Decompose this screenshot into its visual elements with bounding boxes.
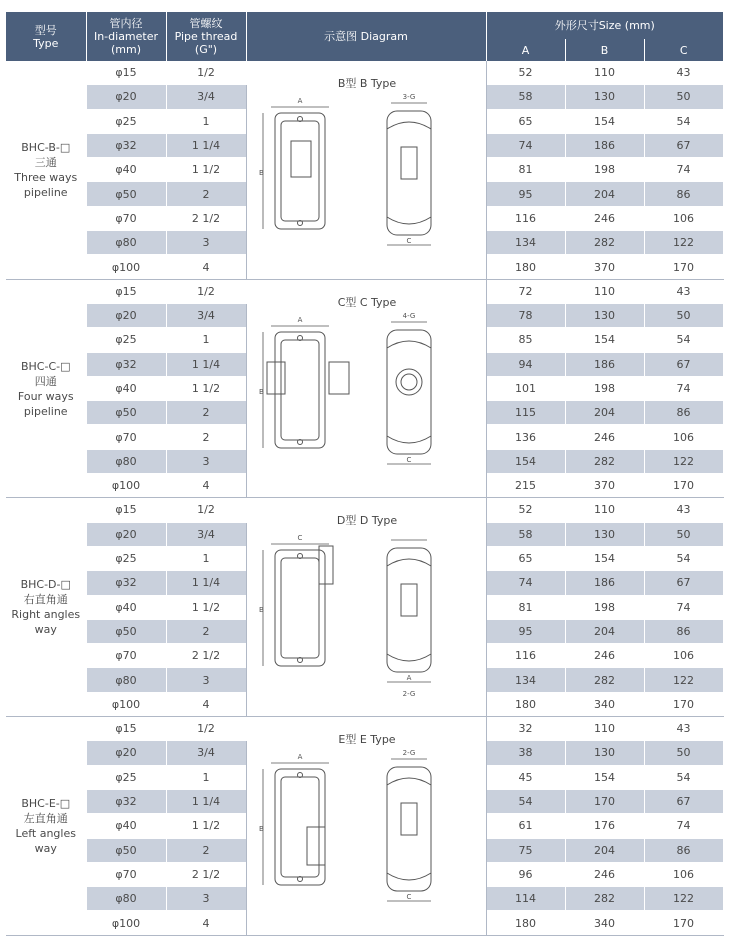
diameter-cell: φ50 — [86, 838, 166, 862]
header-size: 外形尺寸Size (mm) — [486, 12, 723, 39]
type-name-en2: pipeline — [23, 404, 68, 418]
thread-cell: 1/2 — [166, 61, 246, 85]
diagram-label-bottom: C — [406, 455, 412, 464]
diameter-cell: φ40 — [86, 595, 166, 619]
size-c-cell: 50 — [644, 741, 723, 765]
size-a-cell: 45 — [486, 765, 565, 789]
diameter-cell: φ80 — [86, 887, 166, 911]
size-a-cell: 180 — [486, 911, 565, 935]
size-b-cell: 204 — [565, 401, 644, 425]
table-row — [6, 717, 723, 741]
size-a-cell: 116 — [486, 644, 565, 668]
diagram-cell — [246, 498, 486, 717]
thread-cell: 1 1/4 — [166, 133, 246, 157]
diagram-label-side: B — [259, 606, 264, 615]
thread-cell: 2 — [166, 401, 246, 425]
size-c-cell: 122 — [644, 231, 723, 255]
diagram-title: E型 E Type — [338, 732, 396, 746]
thread-cell: 2 1/2 — [166, 862, 246, 886]
diagram-label-bottom: C — [406, 236, 412, 245]
size-b-cell: 110 — [565, 717, 644, 741]
size-c-cell: 170 — [644, 692, 723, 716]
size-a-cell: 54 — [486, 789, 565, 813]
diagram-drawing — [247, 282, 485, 496]
diagram-title: C型 C Type — [337, 295, 397, 309]
size-b-cell: 186 — [565, 133, 644, 157]
thread-cell: 3/4 — [166, 522, 246, 546]
size-b-cell: 154 — [565, 546, 644, 570]
thread-cell: 2 1/2 — [166, 644, 246, 668]
size-b-cell: 154 — [565, 328, 644, 352]
size-c-cell: 170 — [644, 474, 723, 498]
size-c-cell: 67 — [644, 571, 723, 595]
diameter-cell: φ80 — [86, 668, 166, 692]
type-name-en1: Left angles — [15, 826, 76, 840]
size-a-cell: 32 — [486, 717, 565, 741]
header-col-a: A — [486, 39, 565, 61]
size-b-cell: 130 — [565, 85, 644, 109]
size-c-cell: 74 — [644, 158, 723, 182]
size-a-cell: 52 — [486, 61, 565, 85]
diameter-cell: φ70 — [86, 644, 166, 668]
thread-cell: 4 — [166, 255, 246, 279]
size-b-cell: 204 — [565, 838, 644, 862]
size-b-cell: 198 — [565, 595, 644, 619]
size-a-cell: 154 — [486, 449, 565, 473]
size-b-cell: 246 — [565, 425, 644, 449]
diameter-cell: φ15 — [86, 498, 166, 522]
size-c-cell: 74 — [644, 376, 723, 400]
size-a-cell: 74 — [486, 133, 565, 157]
size-c-cell: 43 — [644, 279, 723, 303]
diagram-cell — [246, 61, 486, 279]
thread-cell: 2 — [166, 619, 246, 643]
size-b-cell: 154 — [565, 765, 644, 789]
thread-cell: 1 1/4 — [166, 352, 246, 376]
diagram-label-top-right: 2-G — [402, 748, 416, 757]
size-c-cell: 170 — [644, 255, 723, 279]
size-a-cell: 38 — [486, 741, 565, 765]
size-a-cell: 75 — [486, 838, 565, 862]
thread-cell: 1 1/2 — [166, 595, 246, 619]
diameter-cell: φ100 — [86, 911, 166, 935]
thread-cell: 1/2 — [166, 498, 246, 522]
size-a-cell: 114 — [486, 887, 565, 911]
diameter-cell: φ70 — [86, 862, 166, 886]
size-a-cell: 215 — [486, 474, 565, 498]
box-front-outline — [275, 332, 325, 448]
size-c-cell: 54 — [644, 765, 723, 789]
size-b-cell: 204 — [565, 182, 644, 206]
size-b-cell: 110 — [565, 498, 644, 522]
size-a-cell: 81 — [486, 595, 565, 619]
thread-cell: 1 1/4 — [166, 789, 246, 813]
type-cell — [6, 498, 86, 717]
diameter-cell: φ32 — [86, 352, 166, 376]
size-c-cell: 106 — [644, 862, 723, 886]
size-b-cell: 282 — [565, 668, 644, 692]
diagram-label-side: B — [259, 387, 264, 396]
thread-cell: 1 — [166, 765, 246, 789]
type-cell — [6, 717, 86, 936]
size-b-cell: 282 — [565, 231, 644, 255]
size-b-cell: 246 — [565, 206, 644, 230]
size-c-cell: 43 — [644, 717, 723, 741]
size-a-cell: 85 — [486, 328, 565, 352]
type-cell — [6, 279, 86, 498]
size-a-cell: 94 — [486, 352, 565, 376]
type-name-en1: Three ways — [14, 170, 78, 184]
box-front-outline — [275, 550, 325, 666]
diagram-label-top-right: 3-G — [402, 92, 416, 101]
diagram-title: B型 B Type — [337, 76, 397, 90]
size-c-cell: 106 — [644, 425, 723, 449]
spec-table — [6, 12, 724, 936]
type-name-en1: Right angles — [11, 608, 81, 622]
size-b-cell: 370 — [565, 474, 644, 498]
diameter-cell: φ15 — [86, 61, 166, 85]
size-b-cell: 340 — [565, 911, 644, 935]
header-thread: 管螺纹 Pipe thread (G") — [166, 12, 246, 61]
diagram-drawing — [247, 63, 485, 277]
size-c-cell: 86 — [644, 182, 723, 206]
size-c-cell: 67 — [644, 352, 723, 376]
size-a-cell: 61 — [486, 814, 565, 838]
size-b-cell: 154 — [565, 109, 644, 133]
thread-cell: 3/4 — [166, 85, 246, 109]
diameter-cell: φ50 — [86, 401, 166, 425]
diameter-cell: φ15 — [86, 717, 166, 741]
type-model: BHC-D-□ — [20, 578, 71, 592]
diameter-cell: φ20 — [86, 522, 166, 546]
type-name-cn: 右直角通 — [23, 593, 68, 607]
thread-cell: 4 — [166, 911, 246, 935]
table-row — [6, 498, 723, 522]
table-row — [6, 279, 723, 303]
thread-cell: 3 — [166, 668, 246, 692]
size-c-cell: 67 — [644, 789, 723, 813]
size-b-cell: 198 — [565, 376, 644, 400]
size-c-cell: 74 — [644, 814, 723, 838]
size-c-cell: 54 — [644, 109, 723, 133]
size-a-cell: 134 — [486, 668, 565, 692]
diagram-label-top-left: A — [297, 96, 303, 105]
size-b-cell: 246 — [565, 644, 644, 668]
diameter-cell: φ32 — [86, 789, 166, 813]
size-a-cell: 95 — [486, 619, 565, 643]
diameter-cell: φ40 — [86, 376, 166, 400]
header-type: 型号 Type — [6, 12, 86, 61]
type-name-cn: 三通 — [34, 155, 57, 169]
diagram-label-top-left: A — [297, 315, 303, 324]
diameter-cell: φ32 — [86, 571, 166, 595]
size-c-cell: 50 — [644, 303, 723, 327]
size-b-cell: 204 — [565, 619, 644, 643]
table-row — [6, 61, 723, 85]
diameter-cell: φ25 — [86, 328, 166, 352]
header-diagram: 示意图 Diagram — [246, 12, 486, 61]
diagram-label-bottom: C — [406, 892, 412, 901]
size-b-cell: 130 — [565, 522, 644, 546]
thread-cell: 3/4 — [166, 741, 246, 765]
size-b-cell: 198 — [565, 158, 644, 182]
diameter-cell: φ70 — [86, 425, 166, 449]
size-c-cell: 122 — [644, 449, 723, 473]
size-b-cell: 110 — [565, 279, 644, 303]
diameter-cell: φ25 — [86, 109, 166, 133]
size-a-cell: 58 — [486, 522, 565, 546]
diameter-cell: φ50 — [86, 182, 166, 206]
size-b-cell: 130 — [565, 741, 644, 765]
thread-cell: 2 — [166, 838, 246, 862]
size-c-cell: 170 — [644, 911, 723, 935]
spec-table-body — [6, 61, 723, 935]
diameter-cell: φ32 — [86, 133, 166, 157]
header-col-c: C — [644, 39, 723, 61]
size-a-cell: 52 — [486, 498, 565, 522]
size-c-cell: 74 — [644, 595, 723, 619]
size-c-cell: 43 — [644, 61, 723, 85]
thread-cell: 1 — [166, 109, 246, 133]
size-c-cell: 43 — [644, 498, 723, 522]
box-side-outline — [387, 330, 431, 454]
diameter-cell: φ100 — [86, 255, 166, 279]
size-c-cell: 122 — [644, 887, 723, 911]
size-a-cell: 101 — [486, 376, 565, 400]
size-a-cell: 180 — [486, 692, 565, 716]
size-a-cell: 136 — [486, 425, 565, 449]
size-a-cell: 65 — [486, 546, 565, 570]
size-c-cell: 86 — [644, 401, 723, 425]
thread-cell: 1/2 — [166, 717, 246, 741]
thread-cell: 1 1/2 — [166, 814, 246, 838]
diagram-label-top-left: A — [297, 752, 303, 761]
size-b-cell: 370 — [565, 255, 644, 279]
thread-cell: 3 — [166, 887, 246, 911]
size-c-cell: 50 — [644, 522, 723, 546]
thread-cell: 3 — [166, 449, 246, 473]
type-name-cn: 左直角通 — [23, 811, 68, 825]
box-side-outline — [387, 548, 431, 672]
size-b-cell: 186 — [565, 352, 644, 376]
diameter-cell: φ100 — [86, 692, 166, 716]
header-col-b: B — [565, 39, 644, 61]
type-model: BHC-C-□ — [20, 359, 71, 373]
thread-cell: 1 1/2 — [166, 158, 246, 182]
size-c-cell: 86 — [644, 619, 723, 643]
size-a-cell: 72 — [486, 279, 565, 303]
size-b-cell: 130 — [565, 303, 644, 327]
thread-cell: 3/4 — [166, 303, 246, 327]
diagram-label-bottom2: 2-G — [402, 690, 416, 699]
type-cell — [6, 61, 86, 279]
diagram-label-side: B — [259, 824, 264, 833]
thread-cell: 2 1/2 — [166, 206, 246, 230]
diameter-cell: φ20 — [86, 303, 166, 327]
size-b-cell: 176 — [565, 814, 644, 838]
size-a-cell: 180 — [486, 255, 565, 279]
thread-cell: 3 — [166, 231, 246, 255]
size-c-cell: 106 — [644, 644, 723, 668]
box-front-outline — [275, 113, 325, 229]
size-c-cell: 54 — [644, 328, 723, 352]
diameter-cell: φ80 — [86, 449, 166, 473]
box-side-outline — [387, 767, 431, 891]
size-b-cell: 282 — [565, 887, 644, 911]
type-name-en2: way — [34, 623, 57, 637]
size-b-cell: 110 — [565, 61, 644, 85]
diagram-label-top-right: 4-G — [402, 311, 416, 320]
diameter-cell: φ20 — [86, 741, 166, 765]
diameter-cell: φ70 — [86, 206, 166, 230]
diameter-cell: φ50 — [86, 619, 166, 643]
thread-cell: 4 — [166, 474, 246, 498]
diameter-cell: φ20 — [86, 85, 166, 109]
size-a-cell: 81 — [486, 158, 565, 182]
type-name-cn: 四通 — [34, 374, 57, 388]
diameter-cell: φ100 — [86, 474, 166, 498]
diameter-cell: φ80 — [86, 231, 166, 255]
size-b-cell: 282 — [565, 449, 644, 473]
size-a-cell: 65 — [486, 109, 565, 133]
size-c-cell: 50 — [644, 85, 723, 109]
size-b-cell: 170 — [565, 789, 644, 813]
size-b-cell: 186 — [565, 571, 644, 595]
size-c-cell: 86 — [644, 838, 723, 862]
thread-cell: 2 — [166, 425, 246, 449]
size-a-cell: 78 — [486, 303, 565, 327]
diagram-drawing — [247, 500, 485, 714]
thread-cell: 1 1/2 — [166, 376, 246, 400]
header-row — [6, 12, 723, 39]
diagram-label-bottom: A — [406, 674, 412, 683]
diagram-cell — [246, 279, 486, 498]
thread-cell: 1/2 — [166, 279, 246, 303]
diameter-cell: φ25 — [86, 765, 166, 789]
thread-cell: 4 — [166, 692, 246, 716]
size-b-cell: 246 — [565, 862, 644, 886]
type-model: BHC-B-□ — [21, 140, 71, 154]
thread-cell: 1 — [166, 546, 246, 570]
size-c-cell: 122 — [644, 668, 723, 692]
diagram-title: D型 D Type — [336, 514, 398, 528]
size-a-cell: 96 — [486, 862, 565, 886]
size-a-cell: 134 — [486, 231, 565, 255]
header-diameter: 管内径 In-diameter (mm) — [86, 12, 166, 61]
diagram-cell — [246, 717, 486, 936]
size-a-cell: 115 — [486, 401, 565, 425]
diameter-cell: φ40 — [86, 814, 166, 838]
diameter-cell: φ25 — [86, 546, 166, 570]
size-a-cell: 95 — [486, 182, 565, 206]
type-name-en2: pipeline — [23, 185, 68, 199]
size-c-cell: 67 — [644, 133, 723, 157]
thread-cell: 1 — [166, 328, 246, 352]
diagram-label-side: B — [259, 168, 264, 177]
type-model: BHC-E-□ — [21, 796, 71, 810]
diameter-cell: φ15 — [86, 279, 166, 303]
thread-cell: 1 1/4 — [166, 571, 246, 595]
diameter-cell: φ40 — [86, 158, 166, 182]
box-side-outline — [387, 111, 431, 235]
diagram-drawing — [247, 719, 485, 933]
size-a-cell: 58 — [486, 85, 565, 109]
thread-cell: 2 — [166, 182, 246, 206]
type-name-en1: Four ways — [17, 389, 74, 403]
diagram-label-top-left: C — [297, 534, 303, 543]
size-b-cell: 340 — [565, 692, 644, 716]
size-c-cell: 54 — [644, 546, 723, 570]
size-a-cell: 74 — [486, 571, 565, 595]
size-c-cell: 106 — [644, 206, 723, 230]
type-name-en2: way — [34, 841, 57, 855]
size-a-cell: 116 — [486, 206, 565, 230]
